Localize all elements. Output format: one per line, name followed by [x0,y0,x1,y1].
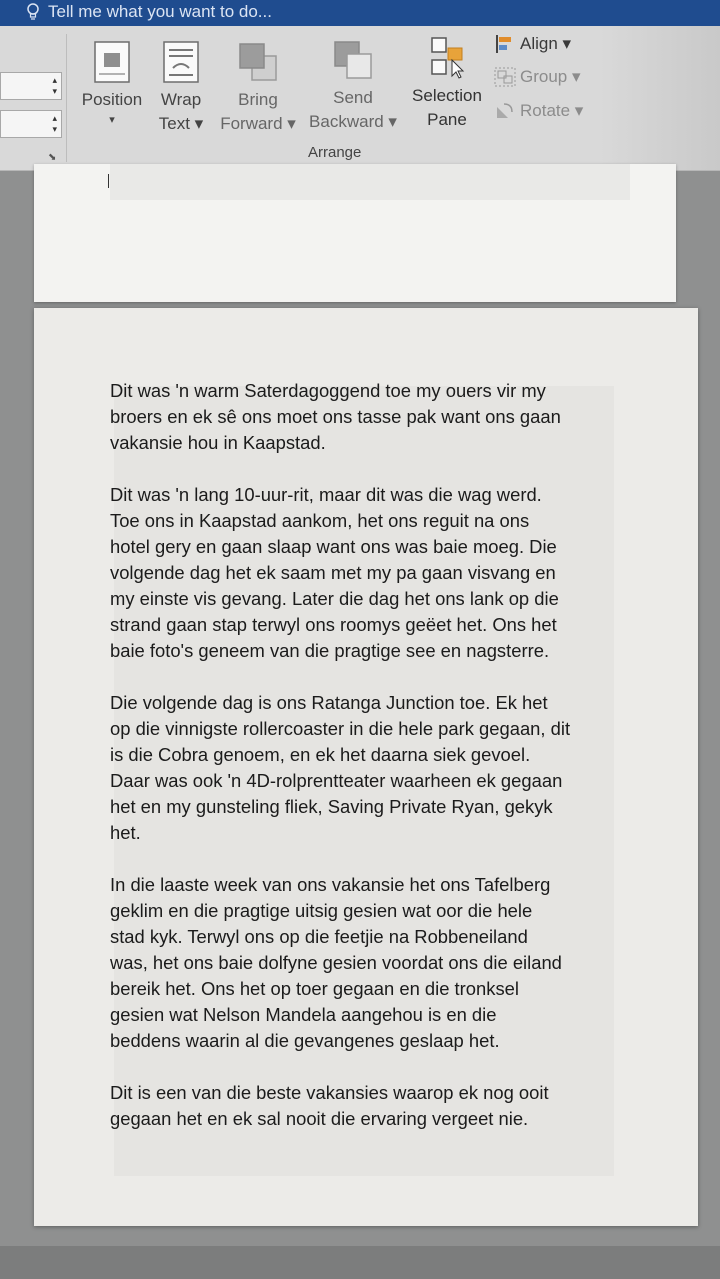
arrange-group-label: Arrange [308,144,362,161]
position-label-1: Position [81,90,143,109]
tell-me-search[interactable] [26,2,272,22]
previous-page[interactable] [34,164,676,302]
selection-pane-label-2: Pane [427,110,467,129]
rotate-icon [494,101,516,121]
ribbon [0,26,720,171]
rotate-label: Rotate ▾ [520,101,584,120]
title-bar [0,0,720,26]
group-button[interactable] [494,67,581,87]
bring-forward-label-1: Bring [238,90,278,109]
spin-arrows-icon[interactable]: ▴ ▾ [52,113,57,134]
wrap-text-icon [162,40,200,84]
selection-pane-label-1: Selection [412,86,482,105]
position-icon [93,40,131,84]
page-header-area [110,164,630,200]
wrap-text-label-2: Text ▾ [158,114,204,133]
send-backward-button[interactable] [304,38,402,134]
rotate-button[interactable] [494,101,583,121]
bring-forward-label-2: Forward ▾ [220,114,296,133]
status-area [0,1246,720,1279]
send-backward-label-2: Backward ▾ [309,112,397,131]
height-spinbox[interactable] [0,72,62,100]
wrap-text-label-1: Wrap [160,90,202,109]
align-button[interactable] [494,34,571,54]
send-backward-label-1: Send [333,88,373,107]
group-icon [494,67,516,87]
bring-forward-icon [236,40,280,84]
paragraph-2[interactable]: Dit was 'n lang 10-uur-rit, maar dit was die wag werd. Toe ons in Kaapstad aankom, het ons reguit na ons hotel gery en gaan slaap want ons was baie moeg. Die volgende dag het ek saam met my pa gaan visvang en my einste vis gevang. Later die dag het ons lank op die strand gaan stap terwyl ons roomys geëet het. Ons het baie foto's geneem van die pragtige see en nagsterre. [110,484,559,661]
selection-pane-button[interactable] [404,34,490,132]
position-label-2: ▾ [109,114,115,126]
text-cursor [108,174,109,188]
tell-me-placeholder: Tell me what you want to do... [48,2,272,21]
selection-pane-icon [424,34,470,80]
lightbulb-icon [26,3,40,21]
paragraph-3[interactable]: Die volgende dag is ons Ratanga Junction toe. Ek het op die vinnigste rollercoaster in die hele park gegaan, dit is die Cobra genoem, en ek het daarna siek gevoel. Daar was ook 'n 4D-rolprentteater waarheen ek gegaan het en my gunsteling fliek, Saving Private Ryan, gekyk het. [110,692,571,843]
ribbon-shade [600,26,720,170]
group-label: Group ▾ [520,67,581,86]
position-button[interactable] [78,40,146,128]
group-separator [66,34,67,162]
paragraph-1[interactable]: Dit was 'n warm Saterdagoggend toe my ouers vir my broers en ek sê ons moet ons tasse pak want ons gaan vakansie hou in Kaapstad. [110,380,561,453]
wrap-text-button[interactable] [152,40,210,136]
spin-arrows-icon[interactable]: ▴ ▾ [52,75,57,96]
align-icon [494,34,516,54]
width-spinbox[interactable] [0,110,62,138]
document-page[interactable] [34,308,698,1226]
send-backward-icon [331,38,375,82]
dialog-launcher-icon[interactable]: ⬊ [48,152,57,163]
align-label: Align ▾ [520,34,572,53]
bring-forward-button[interactable] [214,40,302,136]
paragraph-5[interactable]: Dit is een van die beste vakansies waarop ek nog ooit gegaan het en ek sal nooit die ervaring vergeet nie. [110,1082,549,1129]
paragraph-4[interactable]: In die laaste week van ons vakansie het ons Tafelberg geklim en die pragtige uitsig gesien wat oor die hele stad kyk. Terwyl ons op die feetjie na Robbeneiland was, het ons baie dolfyne gesien voordat ons die eiland bereik het. Ons het op toer gegaan en die tronksel gesien wat Nelson Mandela aangehou is en die beddens waarin al die gevangenes geslaap het. [110,874,562,1051]
document-body[interactable] [110,378,620,1158]
